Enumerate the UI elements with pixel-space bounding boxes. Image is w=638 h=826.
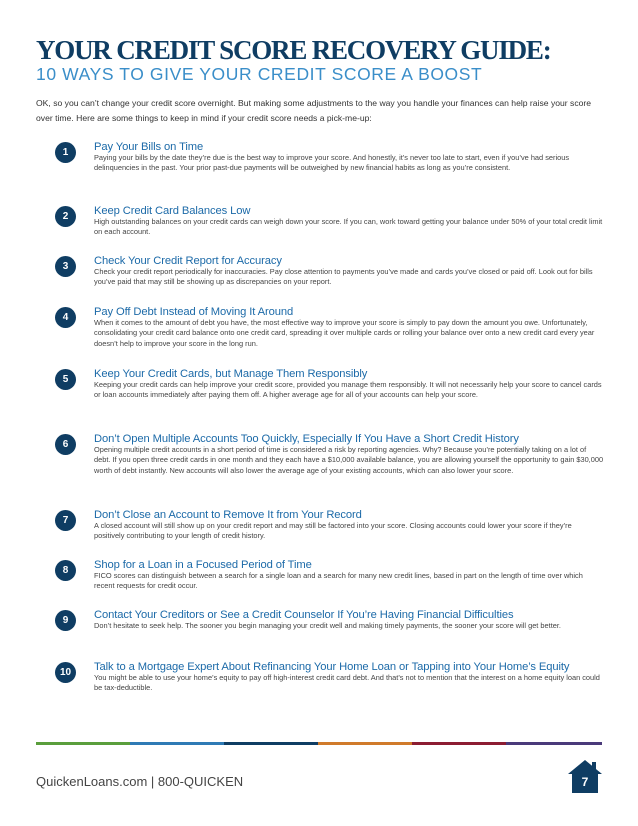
item-title: Check Your Credit Report for Accuracy <box>94 255 282 267</box>
item-body: FICO scores can distinguish between a search for a single loan and a search for many new credit lines, based in part on the length of time over which recent requests for credit occur. <box>94 571 583 591</box>
footer-rule-segment <box>318 742 412 745</box>
item-body: You might be able to use your home’s equity to pay off high-interest credit card debt. And that’s not to mention that the interest on a home equity loan could be tax-deductible. <box>94 673 600 693</box>
item-title: Keep Credit Card Balances Low <box>94 205 251 217</box>
item-body: Don’t hesitate to seek help. The sooner you begin managing your credit well and making timely payments, the sooner your score will get better. <box>94 621 561 630</box>
item-body: Keeping your credit cards can help improve your credit score, provided you manage them responsibly. It will not necessarily help your score to cancel cards or loan accounts immediately after paying them off. A higher average age for all of your accounts can help your score. <box>94 380 602 400</box>
page-subtitle: 10 WAYS TO GIVE YOUR CREDIT SCORE A BOOST <box>36 64 483 84</box>
item-number-badge: 7 <box>55 510 76 531</box>
item-number-badge: 10 <box>55 662 76 683</box>
item-number-badge: 2 <box>55 206 76 227</box>
item-title: Talk to a Mortgage Expert About Refinancing Your Home Loan or Tapping into Your Home’s Equity <box>94 661 570 673</box>
item-number-badge: 6 <box>55 434 76 455</box>
item-body: High outstanding balances on your credit cards can weigh down your score. If you can, work toward getting your balance under 50% of your total credit limit on each account. <box>94 217 603 237</box>
footer-contact: QuickenLoans.com | 800-QUICKEN <box>36 774 244 789</box>
page-title: YOUR CREDIT SCORE RECOVERY GUIDE: <box>36 35 551 65</box>
item-title: Keep Your Credit Cards, but Manage Them Responsibly <box>94 368 368 380</box>
item-body: Opening multiple credit accounts in a short period of time is considered a risk by reporting agencies. Why? Because you’re potentially taking on a lot of debt. If you open three credit cards in one month and they each have a $10,000 available balance, you are allowing yourself the opportunity to gain $30,000 worth of debt instantly. New accounts will also lower the average age of your existing accounts, which can also lower your score. <box>94 445 604 475</box>
item-number-badge: 9 <box>55 610 76 631</box>
item-number-badge: 4 <box>55 307 76 328</box>
item-number-badge: 3 <box>55 256 76 277</box>
item-body: When it comes to the amount of debt you have, the most effective way to improve your score is simply to pay down the amount you owe. Unfortunately, consolidating your credit card balance onto one credit card, spreading it over multiple cards or rolling your balance over onto a new credit card every year doesn’t help to improve your score in the long run. <box>94 318 595 348</box>
item-title: Don’t Open Multiple Accounts Too Quickly, Especially If You Have a Short Credit History <box>94 433 519 445</box>
item-body: Check your credit report periodically for inaccuracies. Pay close attention to payments you’ve made and cards you’ve closed or paid off. Look out for bills you’ve paid that may still be showing up as discrepancies on your report. <box>94 267 593 287</box>
item-title: Shop for a Loan in a Focused Period of Time <box>94 559 312 571</box>
item-title: Pay Your Bills on Time <box>94 141 204 153</box>
item-title: Pay Off Debt Instead of Moving It Around <box>94 306 294 318</box>
item-number-badge: 5 <box>55 369 76 390</box>
footer-rule-segment <box>224 742 318 745</box>
footer-rule-segment <box>130 742 224 745</box>
intro-paragraph: OK, so you can’t change your credit score overnight. But making some adjustments to the way you handle your finances can help raise your score over time. Here are some things to keep in mind if your credit score needs a pick-me-up: <box>36 98 592 123</box>
item-number-badge: 8 <box>55 560 76 581</box>
item-title: Contact Your Creditors or See a Credit Counselor If You’re Having Financial Difficulties <box>94 609 514 621</box>
item-title: Don’t Close an Account to Remove It from Your Record <box>94 509 362 521</box>
item-body: A closed account will still show up on your credit report and may still be factored into your score. Closing accounts could lower your score if they’re positively contributing to your length of credit history. <box>94 521 572 541</box>
footer-rule-segment <box>36 742 130 745</box>
footer-rule-segment <box>506 742 602 745</box>
item-body: Paying your bills by the date they’re due is the best way to improve your score. And honestly, it’s never too late to start, even if you’ve had serious delinquencies in the past. Your prior past-due payments will be outweighed by new financial habits as long as you’re consistent. <box>94 153 570 173</box>
footer-rule-segment <box>412 742 506 745</box>
item-number-badge: 1 <box>55 142 76 163</box>
page-number: 7 <box>581 775 589 789</box>
